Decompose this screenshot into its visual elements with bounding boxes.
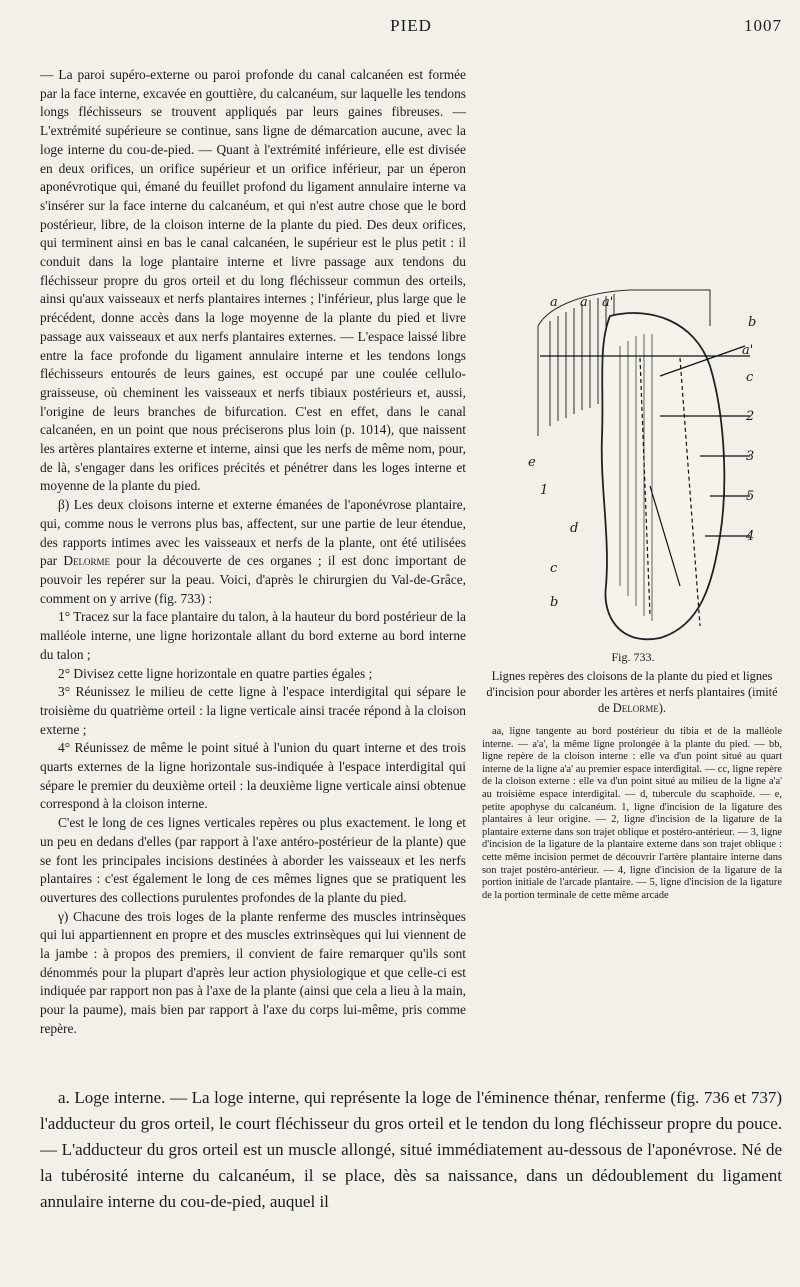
paragraph-loge-interne: a. Loge interne. — La loge interne, qui représente la loge de l'éminence thénar, renferme (fig. 736 et 737) l'adducteur du gros orteil, le court fléchisseur du gros orteil et le tendon du long fléchisseur propre du pouce. — L'adducteur du gros orteil est un muscle allongé, situé immédiatement au-dessous de l'aponévrose. Né de la tubérosité interne du calcanéum, il se place, dès sa naissance, dans un dédoublement du ligament annulaire interne du cou-de-pied, auquel il (40, 1088, 782, 1211)
figure-legend (482, 726, 782, 902)
label-c-top: c (746, 370, 754, 385)
label-a-2: a (580, 295, 588, 310)
paragraph-cloisons-text-end: pour la découverte de ces organes ; il est donc important de pouvoir les repérer sur la peau. Voici, d'après le chirurgien du Val-de-Grâce, comment on y arrive (fig. 733) : (40, 553, 466, 606)
running-head (40, 16, 782, 44)
label-a-prime-top: a' (602, 295, 614, 310)
paragraph-canal-wall: — La paroi supéro-externe ou paroi profonde du canal calcanéen est formée par la face interne, excavée en gouttière, du calcanéum, sur laquelle les tendons longs fléchisseurs se trouvent appliqués par leurs gaines fibreuses. — L'extrémité supérieure se continue, sans ligne de démarcation aucune, avec la loge interne du cou-de-pied. — Quant à l'extrémité inférieure, elle est divisée en deux orifices, un orifice supérieur et un orifice inférieur, par un éperon aponévrotique qui, émané du feuillet profond du ligament annulaire interne va s'insérer sur la face interne du calcanéum, et qui n'est autre chose que le bord postérieur, libre, de la cloison interne de la plante du pied. Des deux orifices, qui terminent ainsi en bas le canal calcanéen, le supérieur est le plus petit : il conduit dans la loge plantaire interne et livre passage aux tendons du fléchisseur propre du gros orteil et du long fléchisseur commun des orteils, ainsi qu'aux vaisseaux et nerfs plantaires internes ; l'inférieur, plus large que le précédent, donne accès dans la loge moyenne de la plante du pied et livre passage aux vaisseaux et aux nerfs plantaires externes. — L'espace laissé libre entre la face profonde du ligament annulaire interne et les tendons longs fléchisseurs entourés de leurs gaines, est occupé par une coulée cellulo-graisseuse, où cheminent les vaisseaux et nerfs tibiaux postérieurs et, aussi, l'origine de leurs branches de bifurcation. C'est en effet, dans le canal calcanéen, en un point que nous préciserons plus loin (p. 1014), que naissent les artères plantaires externe et interne, ainsi que les nerfs de même nom, pour, de là, s'engager dans les orifices précités et pénétrer dans les loges interne et moyenne de la plante du pied. (40, 67, 466, 494)
label-b-top: b (748, 315, 757, 330)
foot-sole-illustration (510, 286, 760, 646)
paragraph-loges: γ) Chacune des trois loges de la plante renferme des muscles intrinsèques qui lui appartiennent en propre et des muscles extrinsèques qui lui viennent de la jambe : à propos des premiers, il convient de faire remarquer qu'ils sont dénommés pour la plupart d'après leur action physiologique et que celle-ci est indiquée par rapport non pas à l'axe de la plante (ainsi que cela a lieu à la main, pour la paume), mais bien par rapport à l'axe du corps lui-même, pris comme repère. (40, 908, 466, 1036)
step-2: 2° Divisez cette ligne horizontale en quatre parties égales ; (58, 665, 373, 681)
running-title: PIED (390, 16, 432, 35)
label-a-1: a (550, 295, 558, 310)
label-5: 5 (746, 489, 755, 504)
figure-caption-end: ). (658, 701, 666, 715)
body-text-bottom (40, 1085, 782, 1215)
label-2: 2 (746, 409, 755, 424)
label-e: e (528, 455, 536, 470)
figure-caption (482, 668, 782, 716)
paragraph-incisions: C'est le long de ces lignes verticales repères ou plus exactement. le long et un peu en dedans d'elles (par rapport à l'axe antéro-postérieur de la plante) que se font les principales incisions destinées à aborder les vaisseaux et les nerfs plantaires : c'est également le long de ces mêmes lignes que se pratiquent les ouvertures des collections purulentes profondes de la plante du pied. (40, 815, 466, 905)
label-4: 4 (746, 529, 755, 544)
figure-label: Fig. 733. (611, 650, 655, 664)
step-4: 4° Réunissez de même le point situé à l'union du quart interne et des trois quarts externes de la ligne horizontale sus-indiquée à l'espace interdigital qui sépare le premier du deuxième orteil : la deuxième ligne verticale ainsi obtenue correspond à la cloison interne. (40, 740, 466, 812)
label-c-bottom: c (550, 561, 558, 576)
label-b-bottom: b (550, 595, 559, 610)
label-a-prime: a' (742, 343, 754, 358)
author-name: Delorme (63, 553, 111, 569)
figure-legend-text: aa, ligne tangente au bord postérieur du tibia et de la malléole interne. — a'a', la même ligne prolongée à la plante du pied. — bb, ligne repère de la cloison interne : elle va d'un point situé au quart interne de la ligne a'a' au premier espace interdigital. — cc, ligne repère de la cloison externe : elle va d'un point situé au milieu de la ligne a'a' au troisième espace interdigital. — d, tubercule du scaphoïde. — e, petite apophyse du calcanéum. 1, ligne d'incision de la ligature des plantaires à leur origine. — 2, ligne d'incision de la ligature de la plantaire externe dans son trajet oblique et postéro-antérieur. — 3, ligne d'incision de la ligature de la plantaire externe dans son trajet oblique : cette même incision permet de découvrir l'artère plantaire interne dans son trajet postéro-antérieur. — 4, ligne d'incision de la ligature de la portion initiale de l'arcade plantaire. — 5, ligne d'incision de la ligature de la portion terminale de cette même arcade (482, 726, 782, 901)
label-3: 3 (746, 449, 755, 464)
label-d: d (570, 521, 579, 536)
figure-caption-author: Delorme (612, 701, 659, 715)
step-1: 1° Tracez sur la face plantaire du talon, à la hauteur du bord postérieur de la malléole interne, une ligne horizontale allant du bord externe au bord interne du talon ; (40, 609, 466, 662)
figure-caption-text: Lignes repères des cloisons de la plante du pied et lignes d'incision pour aborder les artères et nerfs plantaires (imité de (486, 669, 778, 715)
step-3: 3° Réunissez le milieu de cette ligne à l'espace interdigital qui sépare le troisième du quatrième orteil : la ligne verticale ainsi tracée répond à la cloison externe ; (40, 684, 466, 737)
page-number: 1007 (744, 16, 782, 35)
label-1: 1 (540, 483, 549, 498)
figure-733 (480, 286, 786, 1008)
paragraph-cloisons-text: β) Les deux cloisons interne et externe émanées de l'aponévrose plantaire, qui, comme nous le verrons plus bas, affectent, sur une partie de leur étendue, des rapports intimes avec les vaisseaux et nerfs de la plante, ont été utilisées par (40, 497, 466, 569)
